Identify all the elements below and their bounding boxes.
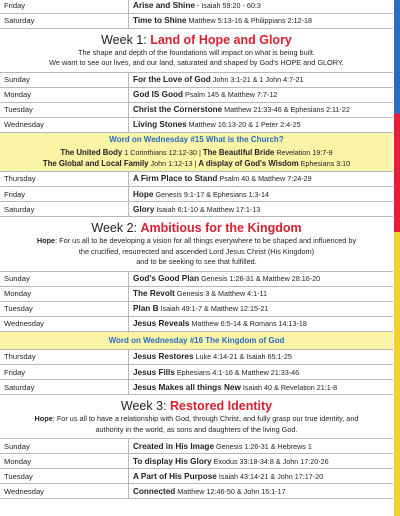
description-line [4,236,389,247]
day-cell: Sunday [0,72,129,87]
banner-ref: Revelation 19:7-9 [274,147,333,157]
table-row [0,350,393,365]
week3-table-a [0,438,393,499]
banner-title: Word on Wednesday #16 The Kingdom of God [108,335,285,345]
reading-ref: Genesis 9:1-17 & Ephesians 1:3-14 [153,189,269,199]
day-cell: Monday [0,87,129,102]
description-line [4,414,389,425]
banner-ref: 1 Corinthians 12:12-30 | [122,147,203,157]
day-cell: Wednesday [0,316,129,331]
reading-title: God IS Good [133,90,184,99]
table-row [0,13,393,28]
reading-ref: Isaiah 49:1-7 & Matthew 12:15-21 [158,304,269,313]
week3-description [0,414,393,438]
reading-ref: Matthew 12:46-50 & John 15:1-17 [175,486,286,496]
hope-label: Hope [34,414,53,423]
day-cell: Monday [0,286,129,301]
week2-heading [0,217,393,236]
table-row [0,469,393,484]
reading-cell [129,469,394,484]
reading-cell [129,316,394,331]
week2-description [0,236,393,271]
reading-ref: Matthew 21:33-46 & Ephesians 2:11-22 [222,105,350,114]
day-cell: Wednesday [0,117,129,132]
reading-title: Jesus Fills [133,367,175,377]
reading-cell [129,117,394,132]
week-number: Week 2: [91,221,141,235]
week3-heading [0,395,393,414]
banner-line [0,158,393,169]
top-reading-table [0,0,393,29]
reading-ref: John 3:1-21 & 1 John 4:7-21 [210,75,304,84]
reading-title: Connected [133,486,176,496]
reading-title: To display His Glory [133,456,212,466]
table-row [0,365,393,380]
day-cell: Saturday [0,202,129,217]
reading-ref: Matthew 16:13-20 & 1 Peter 2:4-25 [186,120,301,129]
description-line: authority in the world, as sons and daughters of the living God. [95,424,298,434]
reading-title: Glory [133,204,155,214]
reading-cell [129,439,394,454]
day-cell: Friday [0,0,129,13]
table-row [0,286,393,301]
table-row [0,380,393,395]
reading-cell [129,102,394,117]
day-cell: Saturday [0,380,129,395]
week2-table-b [0,350,393,396]
reading-cell [129,380,394,395]
reading-ref: - Isaiah 59:20 - 60:3 [194,0,261,10]
day-cell: Thursday [0,350,129,365]
day-cell: Sunday [0,271,129,286]
reading-cell [129,13,394,28]
table-row [0,202,393,217]
day-cell: Sunday [0,439,129,454]
table-row [0,172,393,187]
banner-topic: The United Body [60,147,123,157]
table-row [0,454,393,469]
reading-cell [129,454,394,469]
week1-description [0,48,393,72]
reading-ref: Genesis 3 & Matthew 4:1-11 [174,289,268,298]
reading-ref: Isaiah 6:1-10 & Matthew 17:1-13 [154,204,261,214]
reading-cell [129,87,394,102]
reading-cell [129,202,394,217]
reading-cell [129,286,394,301]
day-cell: Monday [0,454,129,469]
table-row [0,102,393,117]
reading-ref: Psalm 145 & Matthew 7:7-12 [183,90,278,99]
reading-title: Jesus Reveals [133,319,190,328]
banner-line [0,147,393,158]
word-on-wednesday-16-banner [0,332,393,350]
reading-cell [129,72,394,87]
table-row [0,117,393,132]
banner-title: Word on Wednesday #15 What is the Church? [109,134,284,144]
reading-title: A Firm Place to Stand [133,174,218,184]
table-row [0,271,393,286]
reading-ref: Isaiah 43:14-21 & John 17:17-20 [216,471,324,481]
week2-table-a [0,271,393,332]
day-cell: Friday [0,365,129,380]
description-line: the crucified, resurrected and ascended Lord Jesus Christ (His Kingdom) [78,246,315,256]
reading-title: God's Good Plan [133,274,200,283]
reading-title: Time to Shine [133,16,187,25]
reading-ref: Isaiah 40 & Revelation 21:1-8 [240,382,338,392]
banner-ref: Ephesians 3:10 [298,158,351,168]
day-cell: Wednesday [0,484,129,499]
table-row [0,87,393,102]
banner-topic: The Global and Local Family [42,158,149,168]
week-number: Week 3: [120,399,170,413]
word-on-wednesday-15-banner [0,133,393,172]
description-line: The shape and depth of the foundations will impact on what is being built. [78,47,315,57]
reading-title: Christ the Cornerstone [133,105,223,114]
reading-ref: Matthew 5:13-16 & Philippians 2:12-18 [186,16,312,25]
reading-title: Created in His Image [133,441,214,451]
day-cell: Tuesday [0,469,129,484]
reading-cell [129,187,394,202]
reading-ref: Exodus 33:18-34:8 & John 17:20-26 [211,456,329,466]
reading-ref: Genesis 1:26-31 & Matthew 28:16-20 [199,274,321,283]
reading-cell [129,350,394,365]
table-row [0,301,393,316]
table-row [0,484,393,499]
hope-label: Hope [36,236,56,245]
reading-title: For the Love of God [133,75,211,84]
reading-cell [129,484,394,499]
reading-ref: Matthew 6:5-14 & Romans 14:13-18 [189,319,307,328]
description-line: We want to see our lives, and our land, saturated and shaped by God's HOPE and GLORY. [49,58,344,67]
reading-title: Hope [133,189,154,199]
reading-cell [129,271,394,286]
reading-title: Jesus Makes all things New [133,382,241,392]
week1-table-b [0,172,393,218]
reading-title: The Revolt [133,289,175,298]
reading-ref: Luke 4:14-21 & Isaiah 65:1-25 [193,352,292,362]
day-cell: Friday [0,187,129,202]
reading-ref: Genesis 1:26-31 & Hebrews 1 [214,441,312,451]
week1-heading [0,29,393,48]
description-text: : For us all to have a relationship with God, through Christ, and fully grasp our true identity, and [52,414,359,423]
table-row [0,0,393,13]
day-cell: Saturday [0,13,129,28]
banner-topic: The Beautiful Bride [202,147,275,157]
table-row [0,187,393,202]
reading-ref: Ephesians 4:1-16 & Matthew 21:33-46 [174,367,300,377]
table-row [0,72,393,87]
week-theme: Land of Hope and Glory [150,32,292,47]
day-cell: Thursday [0,172,129,187]
banner-topic: A display of God's Wisdom [198,158,299,168]
reading-cell [129,172,394,187]
reading-title: A Part of His Purpose [133,471,217,481]
reading-cell [129,301,394,316]
reading-cell [129,365,394,380]
week-theme: Ambitious for the Kingdom [140,221,302,235]
day-cell: Tuesday [0,301,129,316]
day-cell: Tuesday [0,102,129,117]
reading-title: Plan B [133,304,159,313]
week-theme: Restored Identity [170,399,273,413]
color-edge-strip [394,0,400,516]
table-row [0,439,393,454]
reading-title: Living Stones [133,120,187,129]
description-line: and to be seeking to see that fulfilled. [136,257,257,266]
banner-ref: John 1:12-13 | [148,158,199,168]
table-row [0,316,393,331]
reading-title: Arise and Shine [133,0,195,10]
description-text: : For us all to be developing a vision for all things everywhere to be shaped and influenced by [55,236,357,245]
reading-ref: Psalm 40 & Matthew 7:24-29 [217,174,312,184]
reading-title: Jesus Restores [133,352,194,362]
week-number: Week 1: [101,32,151,47]
reading-cell [129,0,394,13]
week1-table-a [0,72,393,133]
